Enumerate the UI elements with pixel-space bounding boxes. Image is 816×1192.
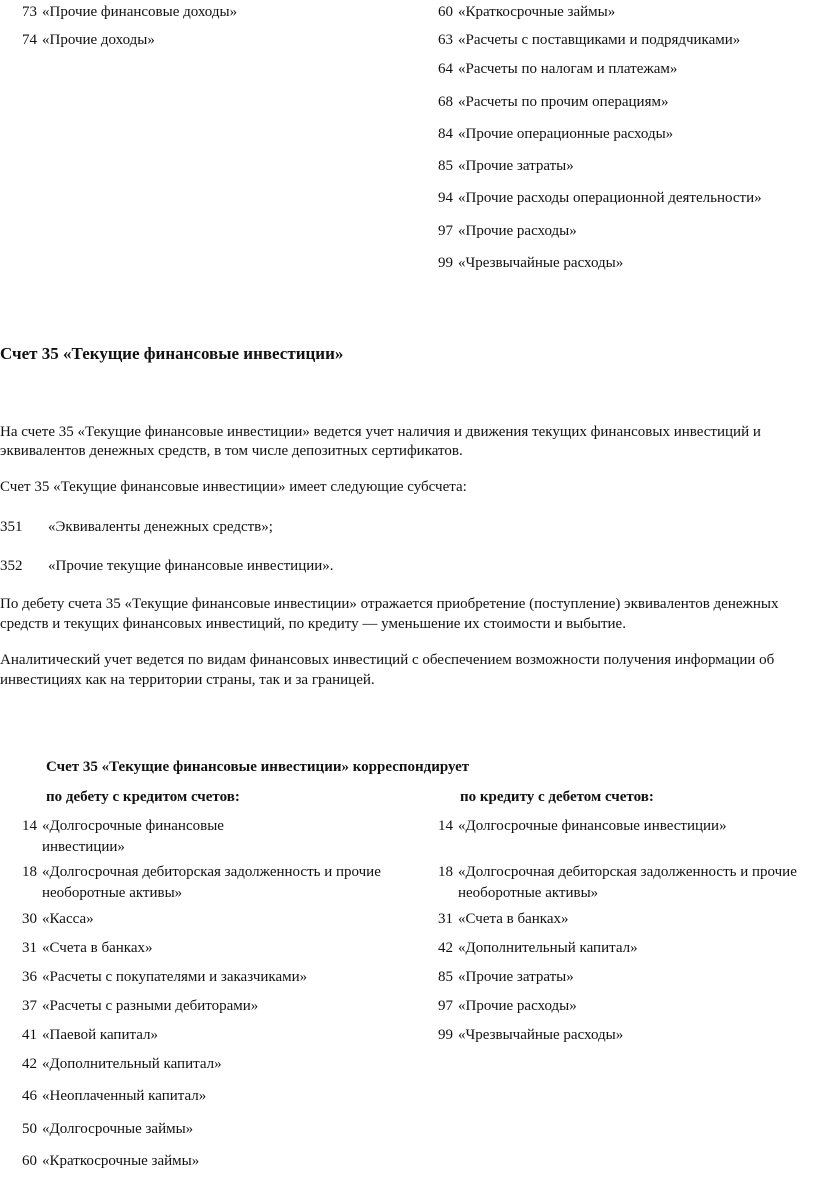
credit-header: по кредиту с дебетом счетов: [460,789,654,805]
list-item [22,909,94,930]
account-number: 68 [438,94,453,110]
list-item [22,1086,206,1107]
list-item [22,816,224,858]
account-number: 94 [438,190,453,206]
account-number: 30 [22,911,37,927]
account-name [458,862,797,904]
account-name: «Расчеты с покупателями и заказчиками» [42,969,308,985]
account-name: «Прочие затраты» [458,969,574,985]
account-number: 63 [438,32,453,48]
list-item [438,30,740,51]
account-number: 36 [22,969,37,985]
list-item [438,996,577,1017]
account-number: 85 [438,969,453,985]
account-name: «Долгосрочные финансовые инвестиции» [458,818,727,834]
account-name: «Прочие финансовые доходы» [42,4,238,20]
paragraph-line: По дебету счета 35 «Текущие финансовые инвестиции» отражается приобретение (поступление) эквивалентов денежных [0,596,779,612]
account-name: «Счета в банках» [42,940,153,956]
account-number: 42 [438,940,453,956]
account-name: «Паевой капитал» [42,1027,158,1043]
account-name: «Прочие доходы» [42,32,155,48]
debit-header: по дебету с кредитом счетов: [46,789,240,805]
paragraph-line: эквивалентов денежных средств, в том числе депозитных сертификатов. [0,443,463,459]
account-number: 46 [22,1088,37,1104]
account-name-line: необоротные активы» [42,885,183,901]
list-item [438,909,569,930]
list-item [438,59,677,80]
account-name: «Краткосрочные займы» [458,4,616,20]
list-item [438,816,727,837]
list-item [22,1119,193,1140]
account-number: 31 [438,911,453,927]
account-name: «Долгосрочные займы» [42,1121,194,1137]
list-item [22,862,381,904]
list-item [438,862,797,904]
account-name: «Счета в банках» [458,911,569,927]
account-number: 37 [22,998,37,1014]
subaccount-name: «Прочие текущие финансовые инвестиции». [48,558,334,574]
account-number: 41 [22,1027,37,1043]
account-name: «Прочие операционные расходы» [458,126,674,142]
list-item [22,30,155,51]
list-item [438,938,638,959]
list-item [22,1054,222,1075]
account-name: «Прочие расходы» [458,223,577,239]
list-item [438,2,615,23]
paragraph-line: Аналитический учет ведется по видам финансовых инвестиций с обеспечением возможности получения информации об [0,652,775,668]
account-name: «Прочие расходы» [458,998,577,1014]
list-item [438,156,574,177]
list-item [438,967,574,988]
account-name: «Чрезвычайные расходы» [458,255,624,271]
account-name: «Прочие затраты» [458,158,574,174]
account-name: «Чрезвычайные расходы» [458,1027,624,1043]
account-number: 42 [22,1056,37,1072]
account-number: 85 [438,158,453,174]
account-name-line: необоротные активы» [458,885,599,901]
account-name: «Расчеты с разными дебиторами» [42,998,259,1014]
account-number: 84 [438,126,453,142]
account-name: «Расчеты по налогам и платежам» [458,61,678,77]
subaccount-number: 351 [0,519,23,535]
account-name: «Неоплаченный капитал» [42,1088,207,1104]
account-name: «Касса» [42,911,94,927]
correspondence-title: Счет 35 «Текущие финансовые инвестиции» корреспондирует [46,759,470,775]
account-number: 18 [438,864,453,880]
list-item [22,1025,158,1046]
account-number: 97 [438,998,453,1014]
list-item [22,2,237,23]
account-number: 97 [438,223,453,239]
list-item [438,1025,623,1046]
paragraph-line: инвестициях как на территории страны, так и за границей. [0,672,375,688]
list-item [438,188,762,209]
account-number: 60 [438,4,453,20]
list-item [22,1151,199,1172]
account-name-line: «Долгосрочная дебиторская задолженность и прочие [458,864,797,880]
account-name: «Дополнительный капитал» [42,1056,222,1072]
account-number: 50 [22,1121,37,1137]
account-number: 14 [22,818,37,834]
subaccount-name: «Эквиваленты денежных средств»; [48,519,273,535]
account-number: 74 [22,32,37,48]
list-item [22,967,307,988]
section-heading: Счет 35 «Текущие финансовые инвестиции» [0,344,344,363]
account-number: 99 [438,1027,453,1043]
account-number: 18 [22,864,37,880]
account-number: 14 [438,818,453,834]
account-name: «Краткосрочные займы» [42,1153,200,1169]
list-item [438,92,668,113]
paragraph-line: На счете 35 «Текущие финансовые инвестиции» ведется учет наличия и движения текущих финансовых инвестиций и [0,424,761,440]
account-number: 31 [22,940,37,956]
paragraph-line: средств и текущих финансовых инвестиций, по кредиту — уменьшение их стоимости и выбытие. [0,616,626,632]
list-item [22,996,258,1017]
account-name-line: «Долгосрочная дебиторская задолженность и прочие [42,864,381,880]
account-name: «Дополнительный капитал» [458,940,638,956]
paragraph-line: Счет 35 «Текущие финансовые инвестиции» имеет следующие субсчета: [0,479,467,495]
account-name [42,816,224,858]
account-name-line: «Долгосрочные финансовые [42,818,224,834]
list-item [438,221,577,242]
subaccount-number: 352 [0,558,23,574]
account-name: «Расчеты по прочим операциям» [458,94,669,110]
account-number: 64 [438,61,453,77]
list-item [438,253,623,274]
account-name: «Прочие расходы операционной деятельности» [458,190,762,206]
account-name-line: инвестиции» [42,839,125,855]
account-number: 99 [438,255,453,271]
list-item [22,938,153,959]
account-number: 60 [22,1153,37,1169]
list-item [438,124,673,145]
account-number: 73 [22,4,37,20]
account-name: «Расчеты с поставщиками и подрядчиками» [458,32,741,48]
account-name [42,862,381,904]
